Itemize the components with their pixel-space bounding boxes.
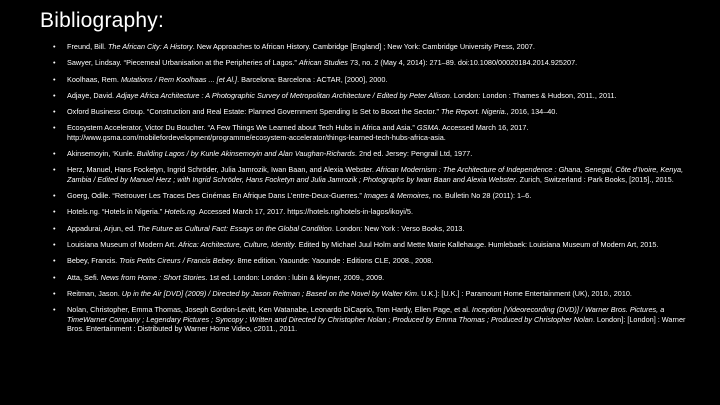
entry-title-text: The Report. Nigeria. [440,107,507,117]
slide-title: Bibliography: [40,9,165,32]
entry-text: Oxford Business Group. “Construction and Real Estate: Planned Government Spending Is Set to Boost the Sector.” [67,107,441,117]
entry-text: . Edited by Michael Juul Holm and Mette Marie Kallehauge. Humlebaek: Louisiana Museum of Modern Art, 2015. [294,240,659,250]
entry-text: . New Approaches to African History. Cambridge [England] ; New York: Cambridge University Press, 2007. [192,42,535,51]
entry-text: Freund, Bill. [67,42,108,51]
bibliography-entry [53,58,703,67]
entry-text: , 2016, 134–40. [506,107,558,117]
entry-title-text: Adjaye Africa Architecture : A Photographic Survey of Metropolitan Architecture / Edited by Peter Allison [116,90,450,100]
entry-text: . Zurich, Switzerland : Park Books, [2015]., 2015. [515,174,674,184]
entry-text: Sawyer, Lindsay. “Piecemeal Urbanisation at the Peripheries of Lagos.” [67,58,299,68]
entry-text: . London: New York : Verso Books, 2013. [331,223,465,233]
bibliography-entry [53,191,703,200]
entry-title-text: African Modernism : The Architecture of Independence : Ghana, Senegal, Côte d’Ivoire, Kenya, Zambia / Edited by Manuel Herz ; with Ingrid Schröder, Hans Focketyn and Julia Jamrozik ; Photographs by Iwan Baan and Alexia Webster [67,165,684,184]
bibliography-entry [53,224,703,233]
entry-title-text: Inception [Videorecording (DVD)] / Warner Bros. Pictures, a TimeWarner Company ; Legendary Pictures ; Syncopy ; Written and Directed by Christopher Nolan ; Produced by Emma Thomas ; Produced by Christopher Nolan [67,305,665,324]
entry-text: Adjaye, David. [67,90,117,100]
entry-title-text: Africa: Architecture, Culture, Identity [178,240,295,250]
entry-text: Appadurai, Arjun, ed. [67,223,138,233]
entry-text: Reitman, Jason. [67,288,122,298]
entry-text: Louisiana Museum of Modern Art. [67,240,179,250]
entry-text: , no. Bulletin No 28 (2011): 1–6. [428,191,532,201]
entry-title-text: Hotels.ng [164,207,196,217]
entry-text: . U.K.]: [U.K.] : Paramount Home Entertainment (UK), 2010., 2010. [417,288,632,298]
entry-title-text: African Studies [298,58,348,68]
bibliography-entry [53,289,703,298]
entry-text: 73, no. 2 (May 4, 2014): 271–89. doi:10.1080/00020184.2014.925207. [347,58,578,68]
entry-text: Herz, Manuel, Hans Focketyn, Ingrid Schröder, Julia Jamrozik, Iwan Baan, and Alexia Webster. [67,165,376,175]
entry-text: Nolan, Christopher, Emma Thomas, Joseph Gordon-Levitt, Ken Watanabe, Leonardo DiCaprio, Tom Hardy, Ellen Page, et al. [67,305,472,315]
bibliography-entry [53,149,703,158]
entry-title-text: Building Lagos / by Kunle Akinsemoyin and Alan Vaughan-Richards [136,149,355,159]
entry-title-text: The Future as Cultural Fact: Essays on the Global Condition [137,223,332,233]
bibliography-entry [53,305,703,333]
bibliography-entry [53,256,703,265]
entry-title-text: Trois Petits Cireurs / Francis Bebey [119,256,234,266]
entry-text: . 1st ed. London: London : lubin & kleyner, 2009., 2009. [205,272,385,282]
bibliography-entry [53,273,703,282]
entry-text: . Accessed March 16, 2017. http://www.gsma.com/mobilefordevelopment/programme/ecosystem-accelerator/things-learned-tech-hubs-africa-asia. [67,123,529,142]
entry-title-text: GSMA [416,123,439,133]
entry-text: . Barcelona: Barcelona : ACTAR, [2000], 2000. [237,74,388,84]
entry-text: Akinsemoyin, ‘Kunle. [67,149,137,159]
bibliography-list [53,42,703,340]
bibliography-entry [53,91,703,100]
entry-text: Koolhaas, Rem. [67,74,121,84]
entry-text: . 2nd ed. Jersey: Pengrail Ltd, 1977. [355,149,473,159]
entry-text: . Accessed March 17, 2017. https://hotels.ng/hotels-in-lagos/ikoyi/5. [195,207,413,217]
bibliography-entry [53,107,703,116]
entry-text: . 8me edition. Yaounde: Yaounde : Editions CLE, 2008., 2008. [233,256,434,266]
entry-title-text: News from Home : Short Stories [100,272,206,282]
entry-text: Atta, Sefi. [67,272,101,282]
bibliography-entry [53,240,703,249]
entry-text: Goerg, Odile. “Retrouver Les Traces Des Cinémas En Afrique Dans L’entre-Deux-Guerres.” [67,191,364,201]
bibliography-entry [53,207,703,216]
entry-title-text: Up in the Air [DVD] (2009) / Directed by Jason Reitman ; Based on the Novel by Walter Kim [121,288,418,298]
entry-title-text: Mutations / Rem Koolhaas ... [et Al.] [120,74,238,84]
entry-text: . London: London : Thames & Hudson, 2011., 2011. [449,90,617,100]
bibliography-entry [53,75,703,84]
entry-text: Hotels.ng. “Hotels in Nigeria.” [67,207,165,217]
bibliography-entry [53,123,703,142]
bibliography-entry [53,42,703,51]
entry-title-text: The African City: A History [107,42,193,51]
entry-title-text: Images & Memoires [363,191,429,201]
entry-text: Ecosystem Accelerator, Victor Du Boucher. “A Few Things We Learned about Tech Hubs in Africa and Asia.” [67,123,417,133]
entry-text: . London]: [London] : Warner Bros. Entertainment : Distributed by Warner Home Video, c2011., 2011. [67,314,686,334]
bibliography-entry [53,165,703,184]
entry-text: Bebey, Francis. [67,256,120,266]
